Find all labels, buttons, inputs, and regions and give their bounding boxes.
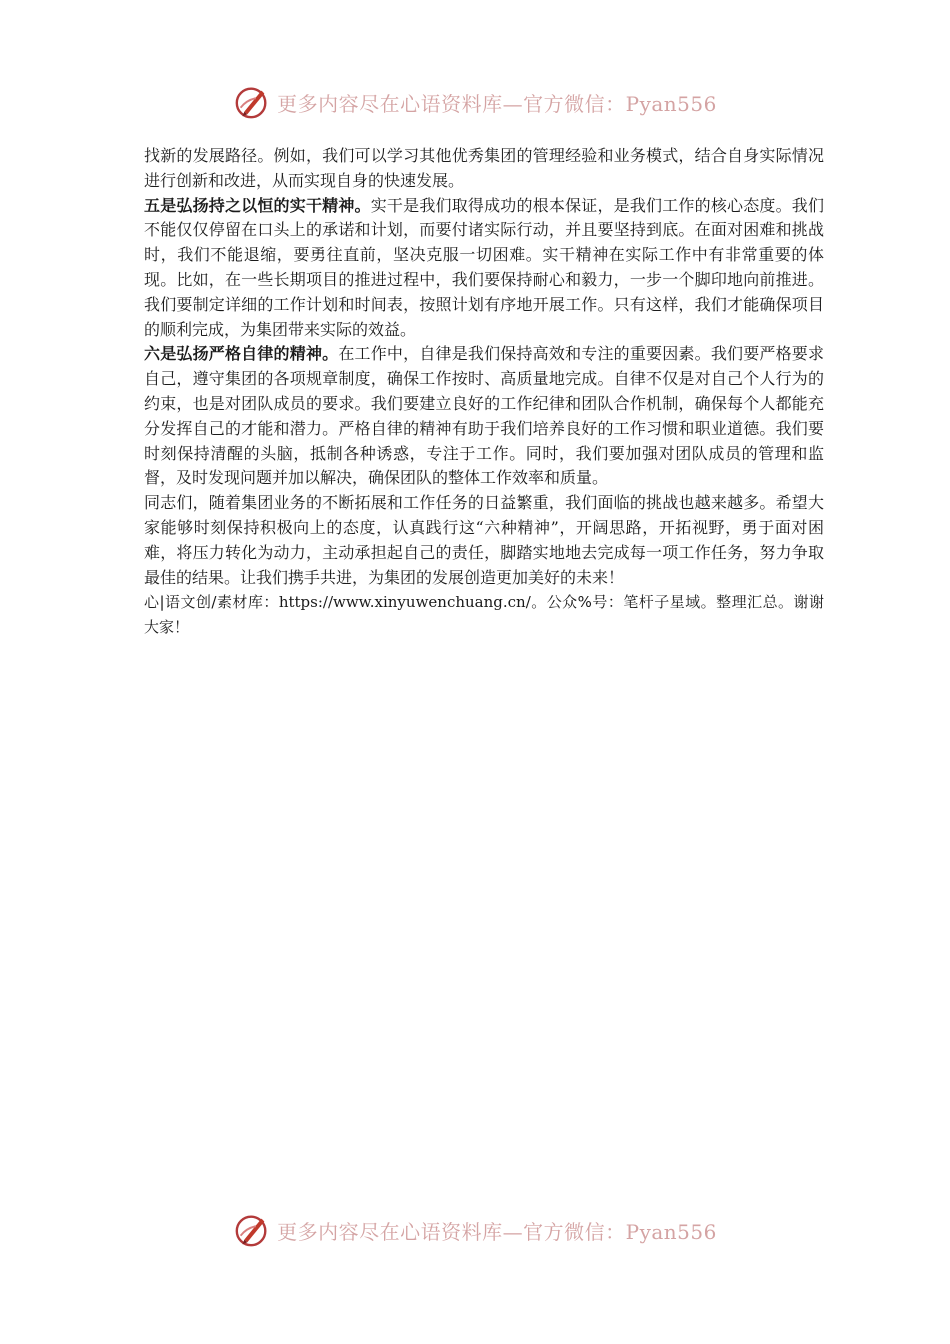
source-note: [144, 590, 824, 640]
footer-banner-text: 更多内容尽在心语资料库—官方微信：Pyan556: [277, 1219, 717, 1244]
footer-banner-inner: [233, 1211, 717, 1249]
source-note-suffix: 。公众%号：笔杆子星域。整理汇总。谢谢大家！: [144, 593, 824, 637]
paragraph-five: [144, 194, 824, 343]
paragraph-six: [144, 342, 824, 491]
source-note-prefix: 心|语文创/素材库：: [144, 593, 279, 612]
header-banner: [0, 82, 950, 122]
document-body: [144, 144, 824, 640]
source-url-link[interactable]: https://www.xinyuwenchuang.cn/: [278, 593, 531, 612]
paragraph-intro: 找新的发展路径。例如，我们可以学习其他优秀集团的管理经验和业务模式，结合自身实际情况进行创新和改进，从而实现自身的快速发展。: [144, 146, 824, 190]
paragraph-five-text: 实干是我们取得成功的根本保证，是我们工作的核心态度。我们不能仅仅停留在口头上的承诺和计划，而要付诸实际行动，并且要坚持到底。在面对困难和挑战时，我们不能退缩，要勇往直前，坚决克服一切困难。实干精神在实际工作中有非常重要的体现。比如，在一些长期项目的推进过程中，我们要保持耐心和毅力，一步一个脚印地向前推进。我们要制定详细的工作计划和时间表，按照计划有序地开展工作。只有这样，我们才能确保项目的顺利完成，为集团带来实际的效益。: [144, 195, 824, 339]
header-banner-inner: [233, 83, 717, 121]
pen-logo-icon: [233, 1211, 271, 1249]
paragraph-six-text: 在工作中，自律是我们保持高效和专注的重要因素。我们要严格要求自己，遵守集团的各项规章制度，确保工作按时、高质量地完成。自律不仅是对自己个人行为的约束，也是对团队成员的要求。我们要建立良好的工作纪律和团队合作机制，确保每个人都能充分发挥自己的才能和潜力。严格自律的精神有助于我们培养良好的工作习惯和职业道德。我们要时刻保持清醒的头脑，抵制各种诱惑，专注于工作。同时，我们要加强对团队成员的管理和监督，及时发现问题并加以解决，确保团队的整体工作效率和质量。: [144, 344, 824, 488]
heading-six: 六是弘扬严格自律的精神。: [144, 344, 339, 364]
paragraph-closing: 同志们，随着集团业务的不断拓展和工作任务的日益繁重，我们面临的挑战也越来越多。希望大家能够时刻保持积极向上的态度，认真践行这“六种精神”，开阔思路，开拓视野，勇于面对困难，将压力转化为动力，主动承担起自己的责任，脚踏实地地去完成每一项工作任务，努力争取最佳的结果。让我们携手共进，为集团的发展创造更加美好的未来！: [144, 493, 824, 587]
header-banner-text: 更多内容尽在心语资料库—官方微信：Pyan556: [277, 91, 717, 116]
footer-banner: [0, 1210, 950, 1250]
heading-five: 五是弘扬持之以恒的实干精神。: [144, 195, 371, 215]
pen-logo-icon: [233, 83, 271, 121]
